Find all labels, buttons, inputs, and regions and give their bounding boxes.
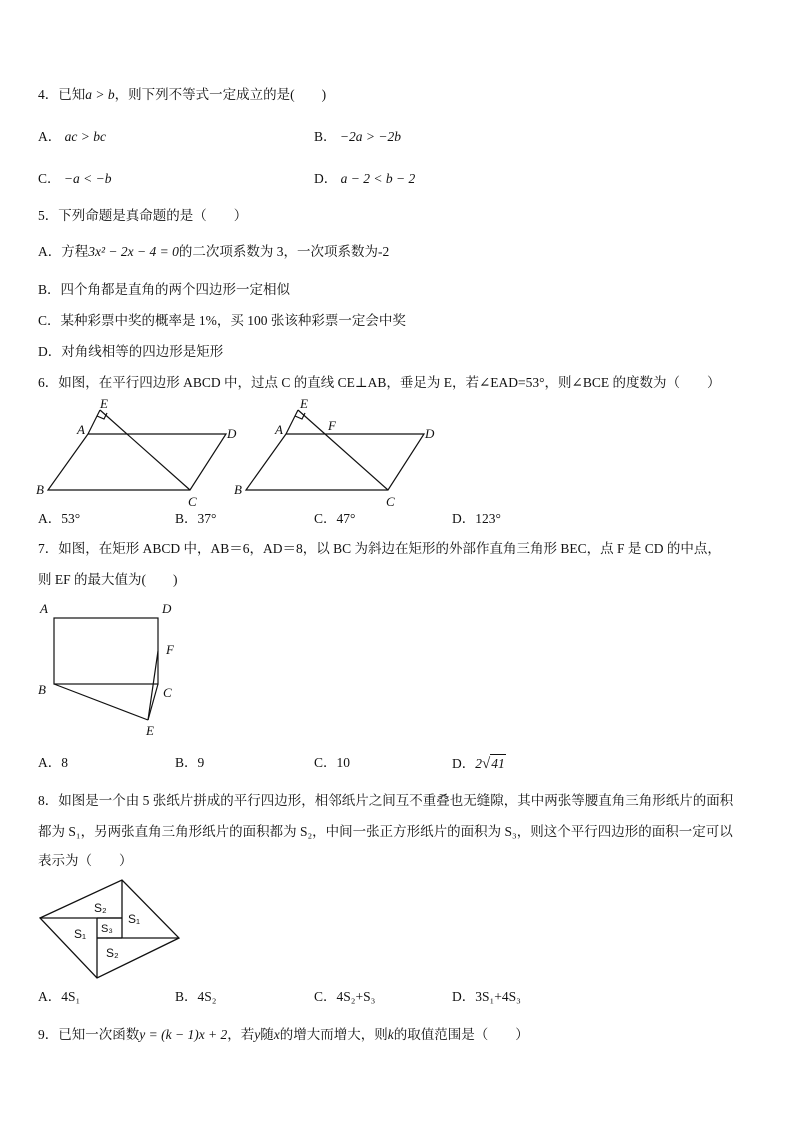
- label-f: F: [166, 642, 174, 657]
- label-e: E: [300, 396, 308, 411]
- q8-stem-line-2: 都为 S₁，另两张直角三角形纸片的面积都为 S₂，中间一张正方形纸片的面积为 S₃，则这个平行四边形的面积一定可以: [38, 824, 733, 839]
- label-a: A: [40, 601, 48, 616]
- q4-option-d: D． a − 2 < b − 2: [314, 171, 416, 186]
- label-c: C: [163, 685, 172, 700]
- label-a: A: [275, 422, 283, 437]
- q5-option-a: A．方程3x² − 2x − 4 = 0的二次项系数为 3，一次项系数为-2: [38, 244, 390, 259]
- q8-option-a: A．4S₁: [38, 989, 81, 1004]
- label-e: E: [146, 723, 154, 738]
- q6-option-d: D．123°: [452, 511, 501, 526]
- line-ef: [148, 651, 158, 720]
- q5-option-d: D．对角线相等的四边形是矩形: [38, 344, 224, 359]
- q7-option-b: B．9: [175, 755, 205, 770]
- line-ae: [88, 410, 100, 434]
- q7-stem-line-2: 则 EF 的最大值为( ): [38, 572, 178, 587]
- q7-option-d: D．2√41: [452, 756, 505, 772]
- label-b: B: [36, 482, 44, 497]
- q8-option-c: C．4S₂+S₃: [314, 989, 376, 1004]
- q6-option-c: C．47°: [314, 511, 356, 526]
- q5-option-c: C．某种彩票中奖的概率是 1%，买 100 张该种彩票一定会中奖: [38, 313, 406, 328]
- label-c: C: [188, 494, 197, 506]
- q4-option-a: A． ac > bc: [38, 129, 106, 144]
- q6-option-a: A．53°: [38, 511, 81, 526]
- label-s3: S₃: [101, 923, 113, 935]
- label-d: D: [162, 601, 172, 616]
- q7-option-a: A．8: [38, 755, 68, 770]
- q6-figure-1: [30, 396, 250, 506]
- label-b: B: [234, 482, 242, 497]
- q7-figure: [30, 596, 200, 741]
- label-s1-right: S₁: [128, 912, 141, 926]
- label-e: E: [100, 396, 108, 411]
- label-c: C: [386, 494, 395, 506]
- label-s1-left: S₁: [74, 927, 87, 941]
- q4-option-c: C． −a < −b: [38, 171, 112, 186]
- q6-figure-2: [228, 396, 448, 506]
- label-f: F: [328, 418, 336, 433]
- q7-stem-line-1: 7．如图，在矩形 ABCD 中，AB＝6，AD＝8，以 BC 为斜边在矩形的外部作直角三角形 BEC，点 F 是 CD 的中点，: [38, 541, 721, 556]
- q8-option-b: B．4S₂: [175, 989, 217, 1004]
- label-b: B: [38, 682, 46, 697]
- line-ec: [298, 410, 388, 490]
- q5-option-b: B．四个角都是直角的两个四边形一定相似: [38, 282, 291, 297]
- q8-stem-line-1: 8．如图是一个由 5 张纸片拼成的平行四边形，相邻纸片之间互不重叠也无缝隙，其中两张等腰直角三角形纸片的面积: [38, 793, 734, 808]
- q5-stem: 5．下列命题是真命题的是（ ）: [38, 208, 248, 223]
- q8-figure: [36, 874, 184, 984]
- line-be: [54, 684, 148, 720]
- label-d: D: [425, 426, 435, 441]
- rectangle-abcd: [54, 618, 158, 684]
- q7-option-c: C．10: [314, 755, 351, 770]
- q6-option-b: B．37°: [175, 511, 217, 526]
- label-s2-top: S₂: [94, 901, 107, 915]
- q6-stem: 6．如图，在平行四边形 ABCD 中，过点 C 的直线 CE⊥AB，垂足为 E，若∠EAD=53°，则∠BCE 的度数为（ ）: [38, 375, 721, 390]
- q8-option-d: D．3S₁+4S₃: [452, 989, 521, 1004]
- line-ae: [286, 410, 298, 434]
- q9-stem: 9．已知一次函数y = (k − 1)x + 2，若y随x的增大而增大，则k的取值范围是（ ）: [38, 1027, 529, 1042]
- label-s2-bottom: S₂: [106, 946, 119, 960]
- q4-option-b: B． −2a > −2b: [314, 129, 401, 144]
- line-ec: [100, 410, 190, 490]
- q8-stem-line-3: 表示为（ ）: [38, 853, 133, 868]
- q4-stem: 4．已知a > b，则下列不等式一定成立的是( ): [38, 87, 327, 102]
- label-d: D: [227, 426, 237, 441]
- label-a: A: [77, 422, 85, 437]
